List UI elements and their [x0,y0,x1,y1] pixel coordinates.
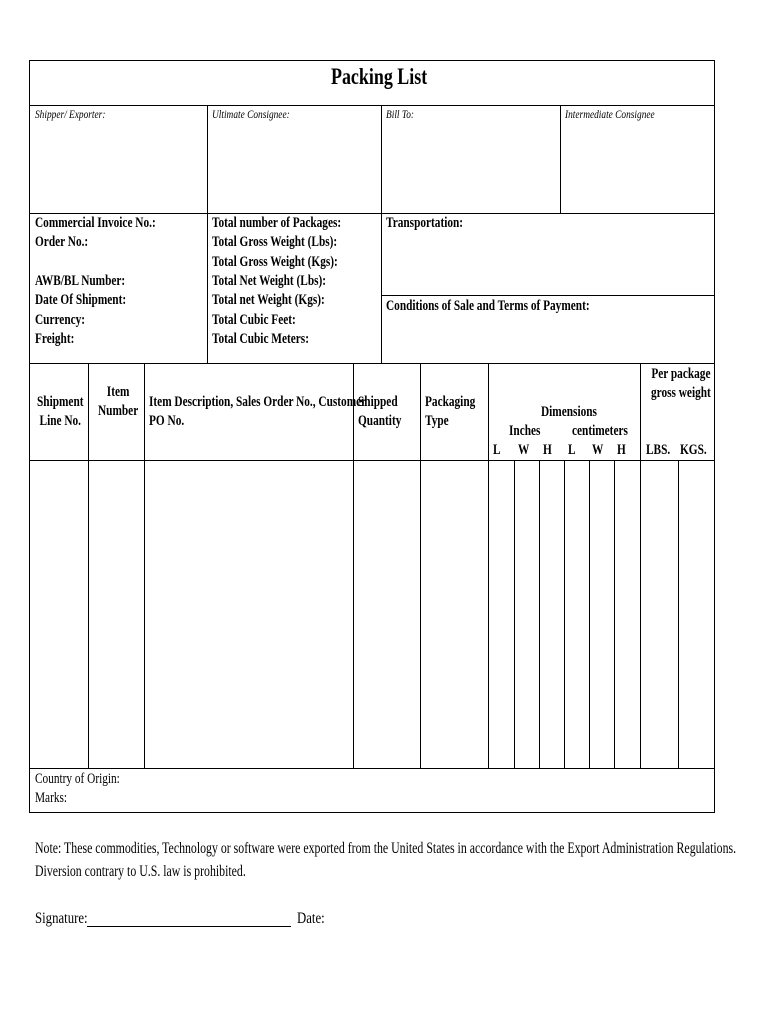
signature-label: Signature: [35,910,88,927]
divider [29,105,715,106]
divider [514,460,515,768]
document-title: Packing List [331,64,428,89]
total-cubic-feet-label: Total Cubic Feet: [212,312,296,328]
dim-l-centimeters: L [568,442,576,458]
currency-label: Currency: [35,312,86,328]
bill-to-label: Bill To: [386,107,415,121]
date-label: Date: [297,910,325,927]
dim-w-inches: W [518,442,530,458]
shipped-quantity-header: Shipped Quantity [358,394,402,429]
divider [381,105,382,363]
divider [29,460,715,461]
total-gross-weight-lbs-label: Total Gross Weight (Lbs): [212,234,338,250]
divider [589,460,590,768]
per-package-gross-weight-header: Per package gross weight [651,366,711,401]
item-description-header: Item Description, Sales Order No., Customer PO No. [149,394,367,429]
export-note [35,837,736,883]
intermediate-consignee-label: Intermediate Consignee [565,107,655,121]
total-net-weight-kgs-label: Total net Weight (Kgs): [212,292,325,308]
centimeters-header: centimeters [572,423,628,439]
country-of-origin-label: Country of Origin: [35,771,120,787]
ultimate-consignee-label: Ultimate Consignee: [212,107,290,121]
divider [29,768,715,769]
divider [381,295,715,296]
divider [144,363,145,768]
divider [560,105,561,213]
divider [640,363,641,768]
dim-h-inches: H [543,442,552,458]
divider [29,363,715,364]
divider [420,363,421,768]
kgs-header: KGS. [680,442,707,458]
freight-label: Freight: [35,331,75,347]
packaging-type-header: Packaging Type [425,394,476,429]
total-gross-weight-kgs-label: Total Gross Weight (Kgs): [212,254,338,270]
item-number-header: Item Number [98,384,139,419]
dim-w-centimeters: W [592,442,604,458]
dimensions-header: Dimensions [541,404,597,420]
divider [488,363,489,768]
divider [207,105,208,363]
total-packages-label: Total number of Packages: [212,215,342,231]
divider [678,460,679,768]
awb-bl-number-label: AWB/BL Number: [35,273,126,289]
total-cubic-meters-label: Total Cubic Meters: [212,331,309,347]
divider [88,363,89,768]
date-of-shipment-label: Date Of Shipment: [35,292,127,308]
dim-l-inches: L [493,442,501,458]
order-no-label: Order No.: [35,234,89,250]
shipment-line-no-header: Shipment Line No. [37,394,84,429]
lbs-header: LBS. [646,442,671,458]
divider [564,460,565,768]
divider [539,460,540,768]
commercial-invoice-label: Commercial Invoice No.: [35,215,156,231]
inches-header: Inches [509,423,541,439]
total-net-weight-lbs-label: Total Net Weight (Lbs): [212,273,327,289]
shipper-exporter-label: Shipper/ Exporter: [35,107,106,121]
transportation-label: Transportation: [386,215,464,231]
conditions-of-sale-label: Conditions of Sale and Terms of Payment: [386,298,590,314]
divider [614,460,615,768]
export-note-line: Note: These commodities, Technology or software were exported from the United States in accordance with the Export Administration Regulations. [35,840,737,857]
export-note-line: Diversion contrary to U.S. law is prohibited. [35,863,246,880]
signature-line[interactable] [87,926,291,927]
marks-label: Marks: [35,790,68,806]
dim-h-centimeters: H [617,442,626,458]
